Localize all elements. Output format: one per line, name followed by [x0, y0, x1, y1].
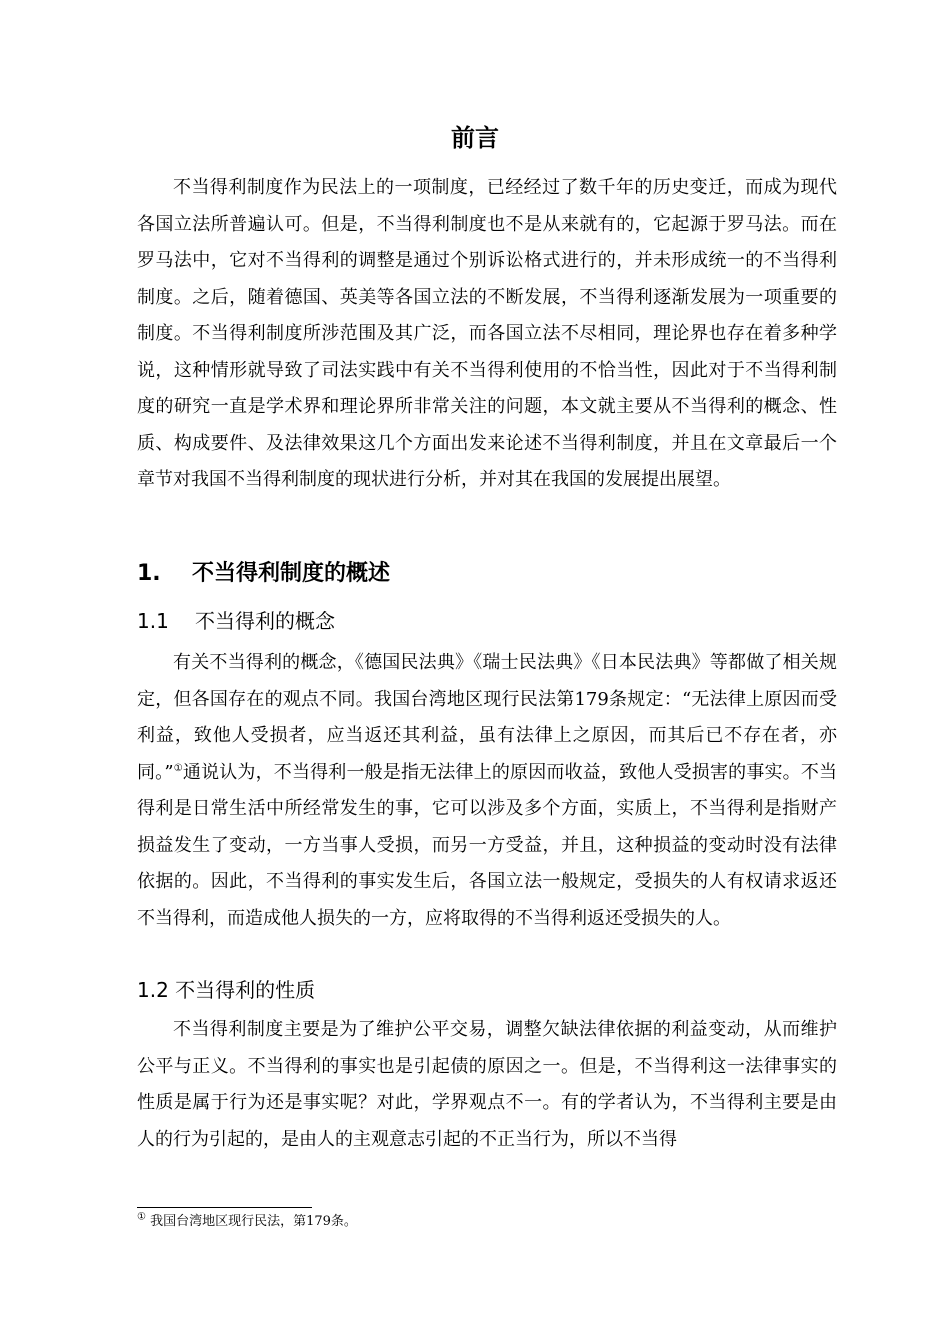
section-1-title: 不当得利制度的概述: [192, 561, 391, 586]
concept-paragraph: [137, 645, 837, 937]
footnote-divider: [137, 1207, 312, 1208]
concept-text-after-note: 通说认为，不当得利一般是指无法律上的原因而收益，致他人受损害的事实。不当得利是日常生活中所经常发生的事，它可以涉及多个方面，实质上，不当得利是指财产损益发生了变动，一方当事人受损，而另一方受益，并且，这种损益的变动时没有法律依据的。因此，不当得利的事实发生后，各国立法一般规定，受损失的人有权请求返还不当得利，而造成他人损失的一方，应将取得的不当得利返还受损失的人。: [137, 761, 838, 929]
concept-text-before-note: 有关不当得利的概念，《德国民法典》《瑞士民法典》《日本民法典》等都做了相关规定，但各国存在的观点不同。我国台湾地区现行民法第179条规定：“无法律上原因而受利益，致他人受损者，应当返还其利益，虽有法律上之原因，而其后已不存在者，亦同。”: [137, 652, 837, 783]
nature-paragraph: 不当得利制度主要是为了维护公平交易，调整欠缺法律依据的利益变动，从而维护公平与正义。不当得利的事实也是引起债的原因之一。但是，不当得利这一法律事实的性质是属于行为还是事实呢？对此，学界观点不一。有的学者认为，不当得利主要是由人的行为引起的，是由人的主观意志引起的不正当行为，所以不当得: [137, 1019, 837, 1150]
footnote-text: 我国台湾地区现行民法，第179条。: [145, 1214, 357, 1229]
footnote-marker: ①: [137, 1211, 146, 1223]
section-1-2-heading: 1.2 不当得利的性质: [137, 978, 316, 1002]
section-1-number: 1.: [137, 561, 161, 586]
page-title: 前言: [451, 124, 499, 152]
footnote: [137, 1212, 357, 1232]
section-1-1-heading: [137, 604, 335, 638]
intro-paragraph: 不当得利制度作为民法上的一项制度，已经经过了数千年的历史变迁，而成为现代各国立法所普遍认可。但是，不当得利制度也不是从来就有的，它起源于罗马法。而在罗马法中，它对不当得利的调整是通过个别诉讼格式进行的，并未形成统一的不当得利制度。之后，随着德国、英美等各国立法的不断发展，不当得利逐渐发展为一项重要的制度。不当得利制度所涉范围及其广泛，而各国立法不尽相同，理论界也存在着多种学说，这种情形就导致了司法实践中有关不当得利使用的不恰当性，因此对于不当得利制度的研究一直是学术界和理论界所非常关注的问题，本文就主要从不当得利的概念、性质、构成要件、及法律效果这几个方面出发来论述不当得利制度，并且在文章最后一个章节对我国不当得利制度的现状进行分析，并对其在我国的发展提出展望。: [137, 177, 837, 490]
section-1-1-number: 1.1: [137, 609, 169, 633]
section-1-1-title: 不当得利的概念: [195, 609, 335, 633]
section-1-heading: [137, 556, 390, 592]
footnote-reference[interactable]: ①: [173, 762, 183, 774]
